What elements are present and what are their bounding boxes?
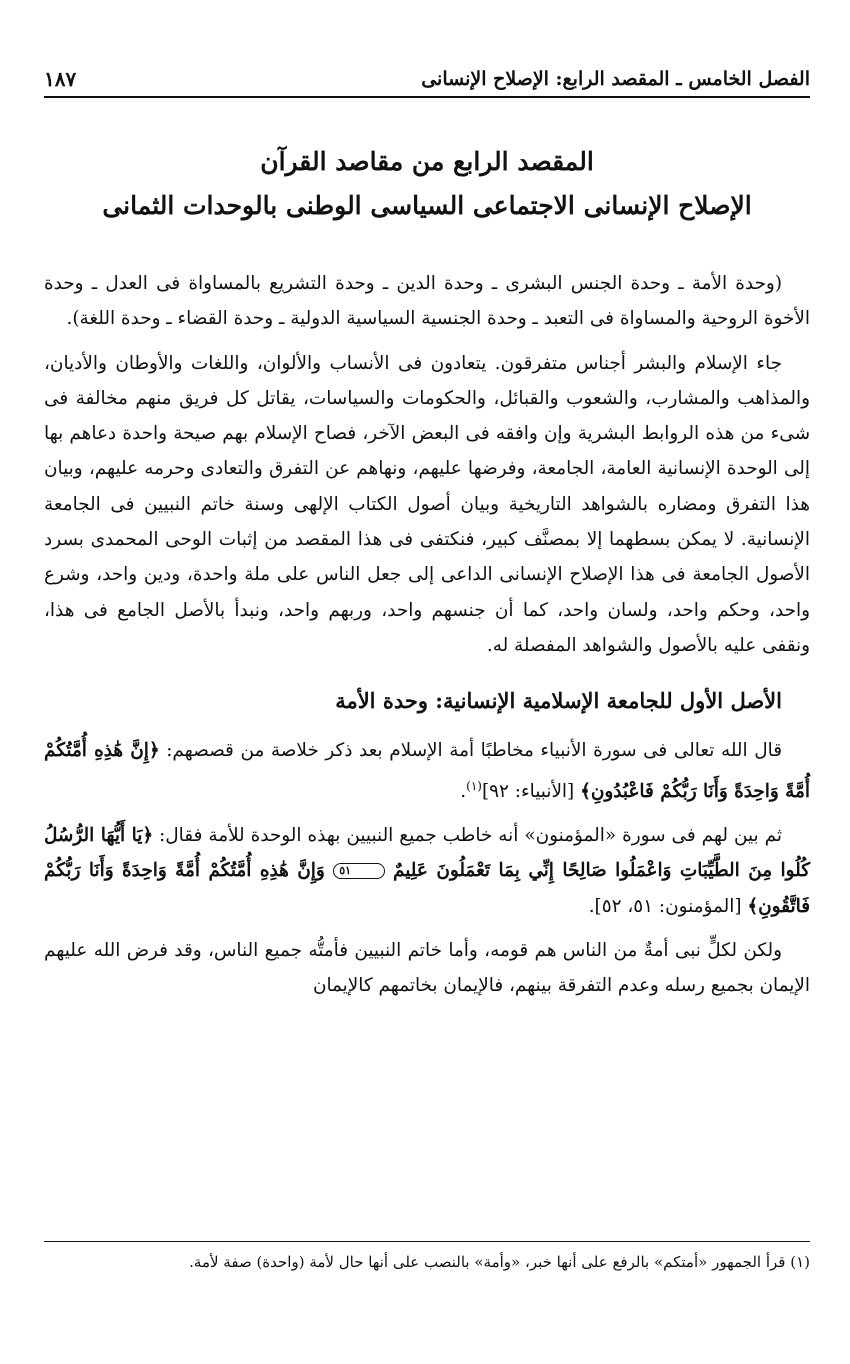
page-number: ١٨٧ [44, 67, 77, 91]
paragraph-2-text: قال الله تعالى فى سورة الأنبياء مخاطبًا أمة الإسلام بعد ذكر خلاصة من قصصهم: [159, 740, 782, 762]
footnote-divider [44, 1241, 810, 1242]
paragraph-3 [44, 818, 810, 924]
quran-verse-1: ﴿يَا أَيُّهَا الرُّسُلُ كُلُوا مِنَ الطَّيِّبَاتِ وَاعْمَلُوا صَالِحًا إِنِّي بِمَا تَعْمَلُونَ عَلِيمٌ [44, 824, 810, 882]
quran-verse: ﴿إِنَّ هَٰذِهِ أُمَّتُكُمْ أُمَّةً وَاحِدَةً وَأَنَا رَبُّكُمْ فَاعْبُدُونِ﴾ [44, 740, 810, 802]
title-line-1: المقصد الرابع من مقاصد القرآن [260, 147, 594, 176]
title-line-2: الإصلاح الإنسانى الاجتماعى السياسى الوطنى بالوحدات الثمانى [102, 191, 752, 220]
page-header [44, 62, 810, 98]
quran-verse-2: وَإِنَّ هَٰذِهِ أُمَّتُكُمْ أُمَّةً وَاحِدَةً وَأَنَا رَبُّكُمْ فَاتَّقُونِ﴾ [44, 860, 810, 917]
paragraph-3-text: ثم بين لهم فى سورة «المؤمنون» أنه خاطب جميع النبيين بهذه الوحدة للأمة فقال: [153, 824, 782, 846]
paragraph-1: جاء الإسلام والبشر أجناس متفرقون. يتعادون فى الأنساب والألوان، واللغات والأوطان والأديان، والمذاهب والمشارب، والشعوب والقبائل، والحكومات والسياسات، يقاتل كل فريق منهم مخالفة فى شىء من هذه الروابط البشرية وإن وافقه فى البعض الآخر، فصاح الإسلام بهم صيحة واحدة دعاهم بها إلى الوحدة الإنسانية العامة، الجامعة، وفرضها عليهم، ونهاهم عن التفرق والتعادى وحرمه عليهم، وبيان هذا التفرق ومضاره بالشواهد التاريخية وبيان أصول الكتاب الإلهى وسنة خاتم النبيين فى الجامعة الإنسانية. لا يمكن بسطهما إلا بمصنَّف كبير، فنكتفى فى هذا المقصد من إثبات الوحى المحمدى بسرد الأصول الجامعة فى هذا الإصلاح الإنسانى الداعى إلى جعل الناس على ملة واحدة، ودين واحد، وشرع واحد، وحكم واحد، ولسان واحد، كما أن جنسهم واحد، وربهم واحد، ونبدأ بالأصل الجامع فى هذا، ونقفى عليه بالأصول والشواهد المفصلة له. [44, 352, 810, 656]
running-title: الفصل الخامس ـ المقصد الرابع: الإصلاح الإنسانى [421, 68, 810, 90]
chapter-titles [44, 140, 810, 228]
footnote: (١) قرأ الجمهور «أمتكم» بالرفع على أنها خبر، «وأمة» بالنصب على أنها حال لأمة (واحدة) صفة لأمة. [189, 1253, 810, 1271]
section-heading: الأصل الأول للجامعة الإسلامية الإنسانية: وحدة الأمة [335, 688, 782, 714]
intro-paragraph: (وحدة الأمة ـ وحدة الجنس البشرى ـ وحدة الدين ـ وحدة التشريع بالمساواة فى العدل ـ وحدة الأخوة الروحية والمساواة فى التعبد ـ وحدة الجنسية السياسية الدولية ـ وحدة القضاء ـ وحدة اللغة). [44, 273, 810, 330]
paragraph-2-end: . [460, 780, 467, 802]
verse-citation: [الأنبياء: ٩٢] [481, 780, 581, 802]
page-body [44, 266, 810, 1003]
ayah-number-marker: ٥١ [333, 863, 385, 879]
verse-citation-2: [المؤمنون: ٥١، ٥٢]. [588, 895, 748, 917]
paragraph-2 [44, 733, 810, 809]
footnote-marker: (١) [466, 778, 482, 793]
paragraph-4: ولكن لكلٍّ نبى أمةٌ من الناس هم قومه، وأما خاتم النبيين فأمتُّه جميع الناس، وقد فرض الله عليهم الإيمان بجميع رسله وعدم التفرقة بينهم، فالإيمان بخاتمهم كالإيمان [44, 939, 810, 997]
